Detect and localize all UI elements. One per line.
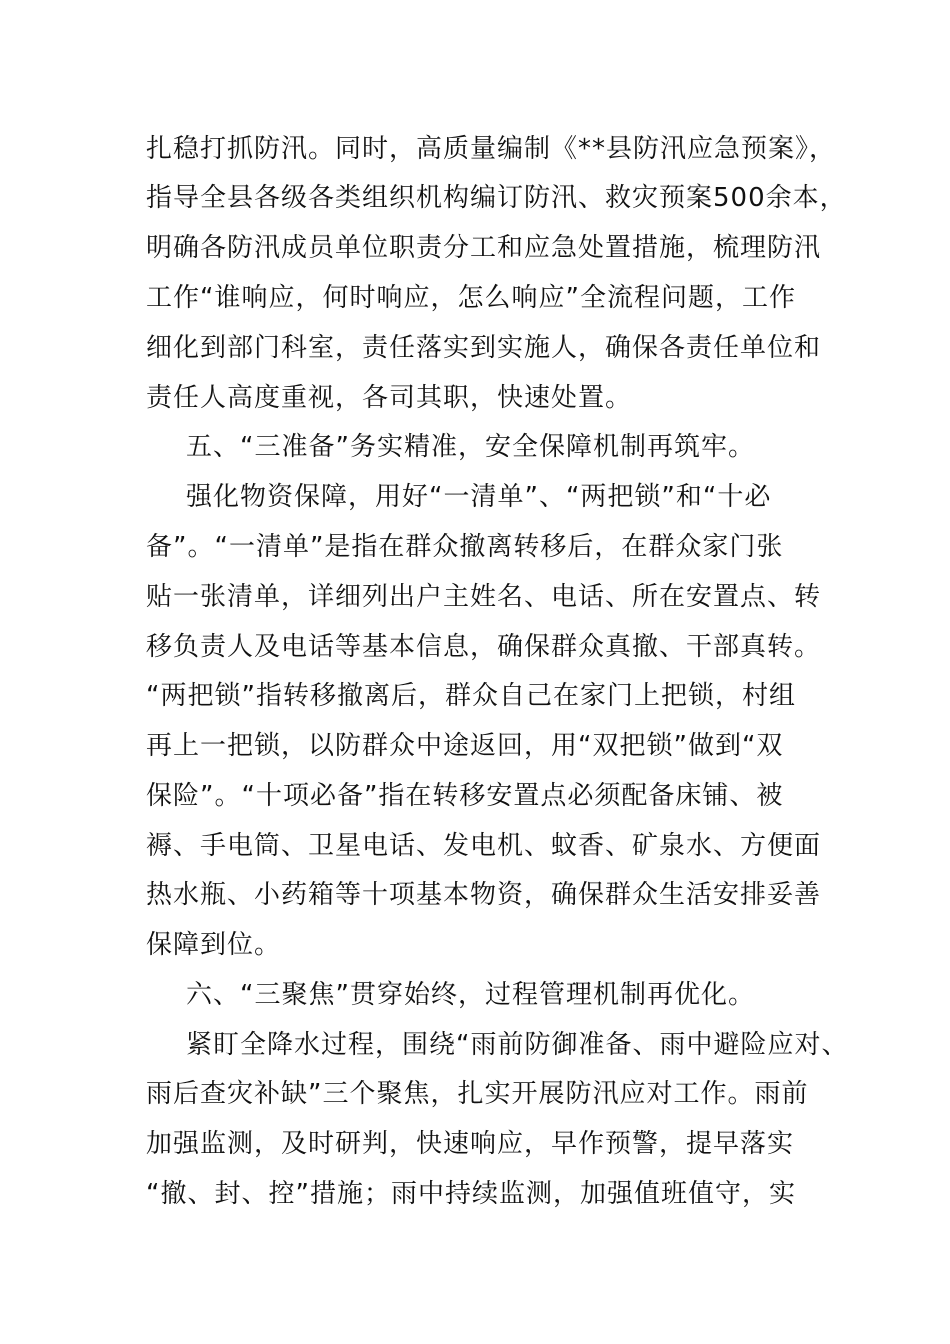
text-line: 明确各防汛成员单位职责分工和应急处置措施，梳理防汛 [146,233,822,263]
text-line: 扎稳打抓防汛。同时，高质量编制《**县防汛应急预案》， [146,134,837,164]
section-heading-6: 六、“三聚焦”贯穿始终，过程管理机制再优化。 [186,980,755,1010]
text-line: 保险”。“十项必备”指在转移安置点必须配备床铺、被 [146,781,784,811]
text-line: 指导全县各级各类组织机构编订防汛、救灾预案500余本， [146,183,847,213]
text-line: 移负责人及电话等基本信息，确保群众真撤、干部真转。 [146,632,822,662]
text-line: 保障到位。 [146,930,282,960]
text-line: 贴一张清单，详细列出户主姓名、电话、所在安置点、转 [146,582,822,612]
paragraph-start: 强化物资保障，用好“一清单”、“两把锁”和“十必 [186,482,772,512]
text-line: 责任人高度重视，各司其职，快速处置。 [146,383,633,413]
text-line: 加强监测，及时研判，快速响应，早作预警，提早落实 [146,1129,795,1159]
text-line: 再上一把锁，以防群众中途返回，用“双把锁”做到“双 [146,731,784,761]
text-line: 细化到部门科室，责任落实到实施人，确保各责任单位和 [146,333,822,363]
text-line: 雨后查灾补缺”三个聚焦，扎实开展防汛应对工作。雨前 [146,1079,809,1109]
text-line: 备”。“一清单”是指在群众撤离转移后，在群众家门张 [146,532,784,562]
paragraph-start: 紧盯全降水过程，围绕“雨前防御准备、雨中避险应对、 [186,1030,849,1060]
text-line: 工作“谁响应，何时响应，怎么响应”全流程问题，工作 [146,283,796,313]
section-heading-5: 五、“三准备”务实精准，安全保障机制再筑牢。 [186,432,755,462]
text-line: “两把锁”指转移撤离后，群众自己在家门上把锁，村组 [146,681,796,711]
text-line: “撤、封、控”措施；雨中持续监测，加强值班值守，实 [146,1179,796,1209]
text-line: 热水瓶、小药箱等十项基本物资，确保群众生活安排妥善 [146,880,822,910]
text-line: 褥、手电筒、卫星电话、发电机、蚊香、矿泉水、方便面 [146,831,822,861]
